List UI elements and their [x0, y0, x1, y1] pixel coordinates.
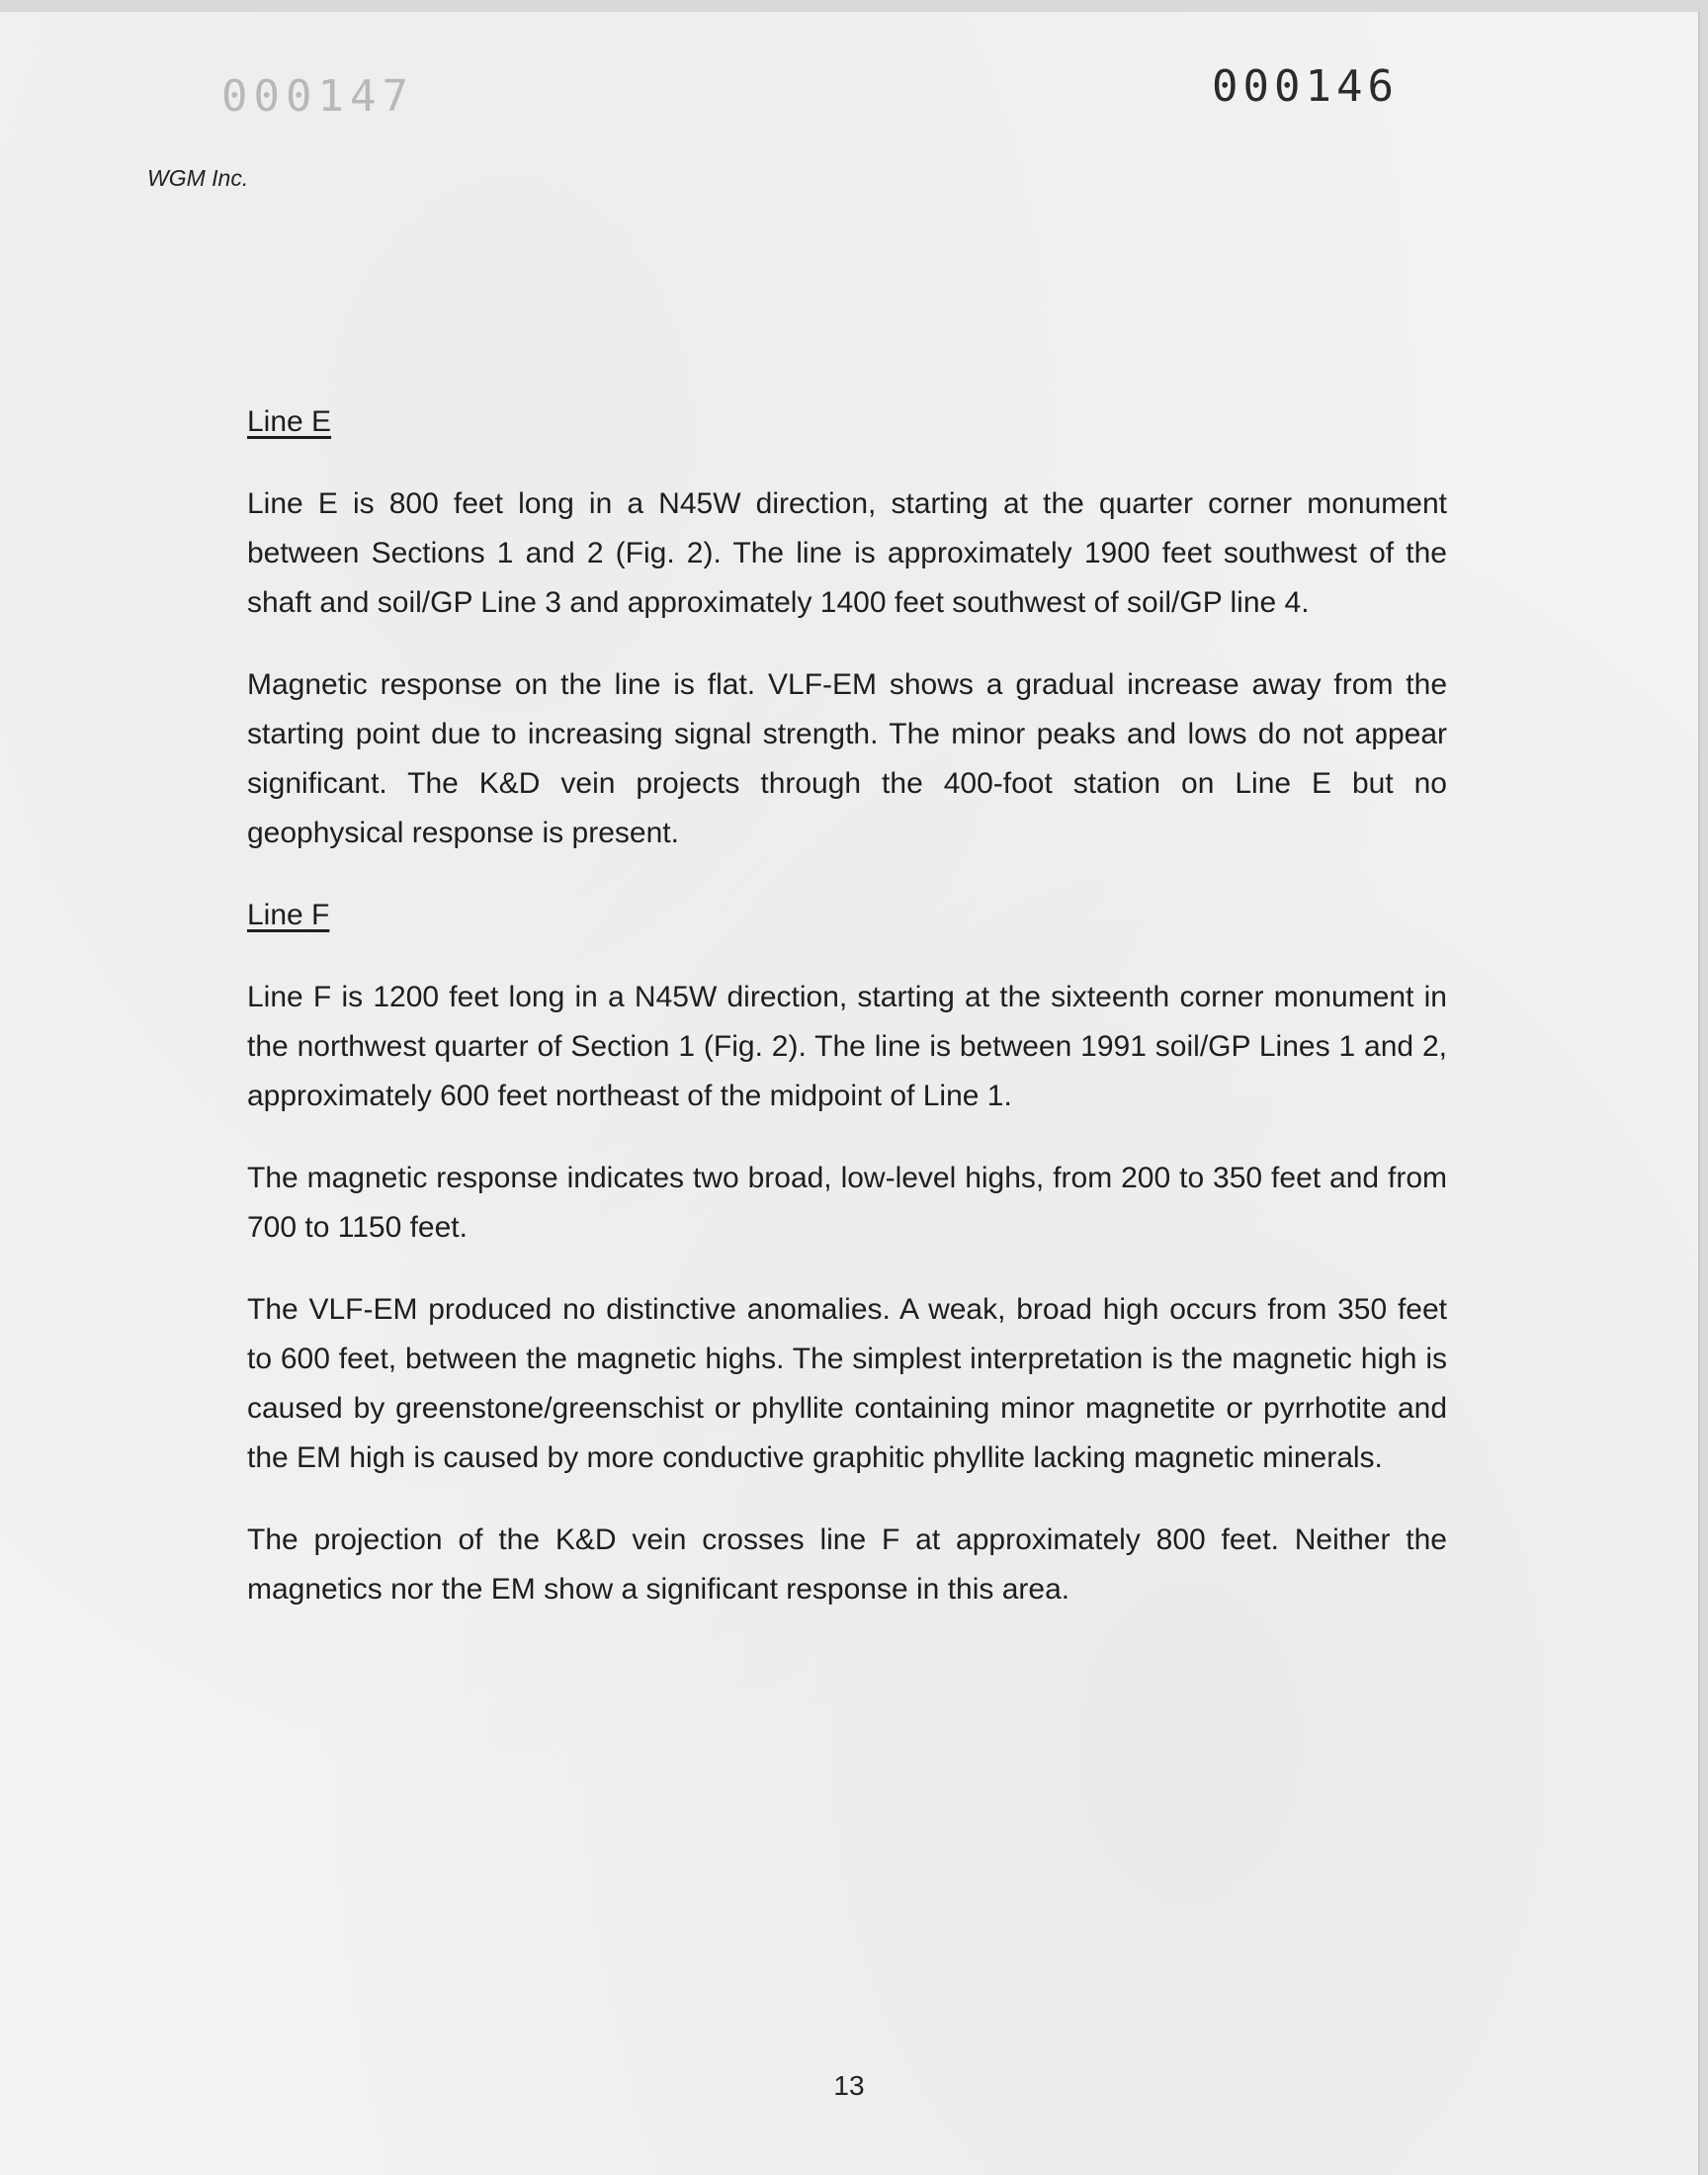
document-stamp-number: 000146 — [1212, 61, 1399, 112]
paragraph: Line F is 1200 feet long in a N45W direction, starting at the sixteenth corner monument in the northwest quarter of Section 1 (Fig. 2). The line is between 1991 soil/GP Lines 1 and 2, approximately 600 feet northeast of the midpoint of Line 1. — [247, 981, 1447, 1112]
paragraph: Magnetic response on the line is flat. VLF-EM shows a gradual increase away from the starting point due to increasing signal strength. The minor peaks and lows do not appear significant. The K&D vein projects through the 400-foot station on Line E but no geophysical response is present. — [247, 668, 1447, 849]
faint-stamp-number: 000147 — [221, 71, 414, 122]
page-number: 13 — [833, 2070, 865, 2101]
paragraph: Line E is 800 feet long in a N45W direction, starting at the quarter corner monument between Sections 1 and 2 (Fig. 2). The line is approximately 1900 feet southwest of the shaft and soil/GP Line 3 and approximately 1400 feet southwest of soil/GP line 4. — [247, 487, 1447, 619]
paragraph: The VLF-EM produced no distinctive anomalies. A weak, broad high occurs from 350 feet to 600 feet, between the magnetic highs. The simplest interpretation is the magnetic high is caused by greenstone/greenschist or phyllite containing minor magnetite or pyrrhotite and the EM high is caused by more conductive graphitic phyllite lacking magnetic minerals. — [247, 1293, 1447, 1474]
body-text — [247, 397, 1447, 1647]
document-page — [0, 12, 1698, 2175]
company-name: WGM Inc. — [147, 165, 249, 191]
paragraph: The magnetic response indicates two broad, low-level highs, from 200 to 350 feet and from 700 to 1150 feet. — [247, 1162, 1447, 1244]
section-heading-line-e: Line E — [247, 405, 332, 438]
section-heading-line-f: Line F — [247, 899, 330, 931]
paragraph: The projection of the K&D vein crosses line F at approximately 800 feet. Neither the magnetics nor the EM show a significant response in this area. — [247, 1523, 1447, 1606]
